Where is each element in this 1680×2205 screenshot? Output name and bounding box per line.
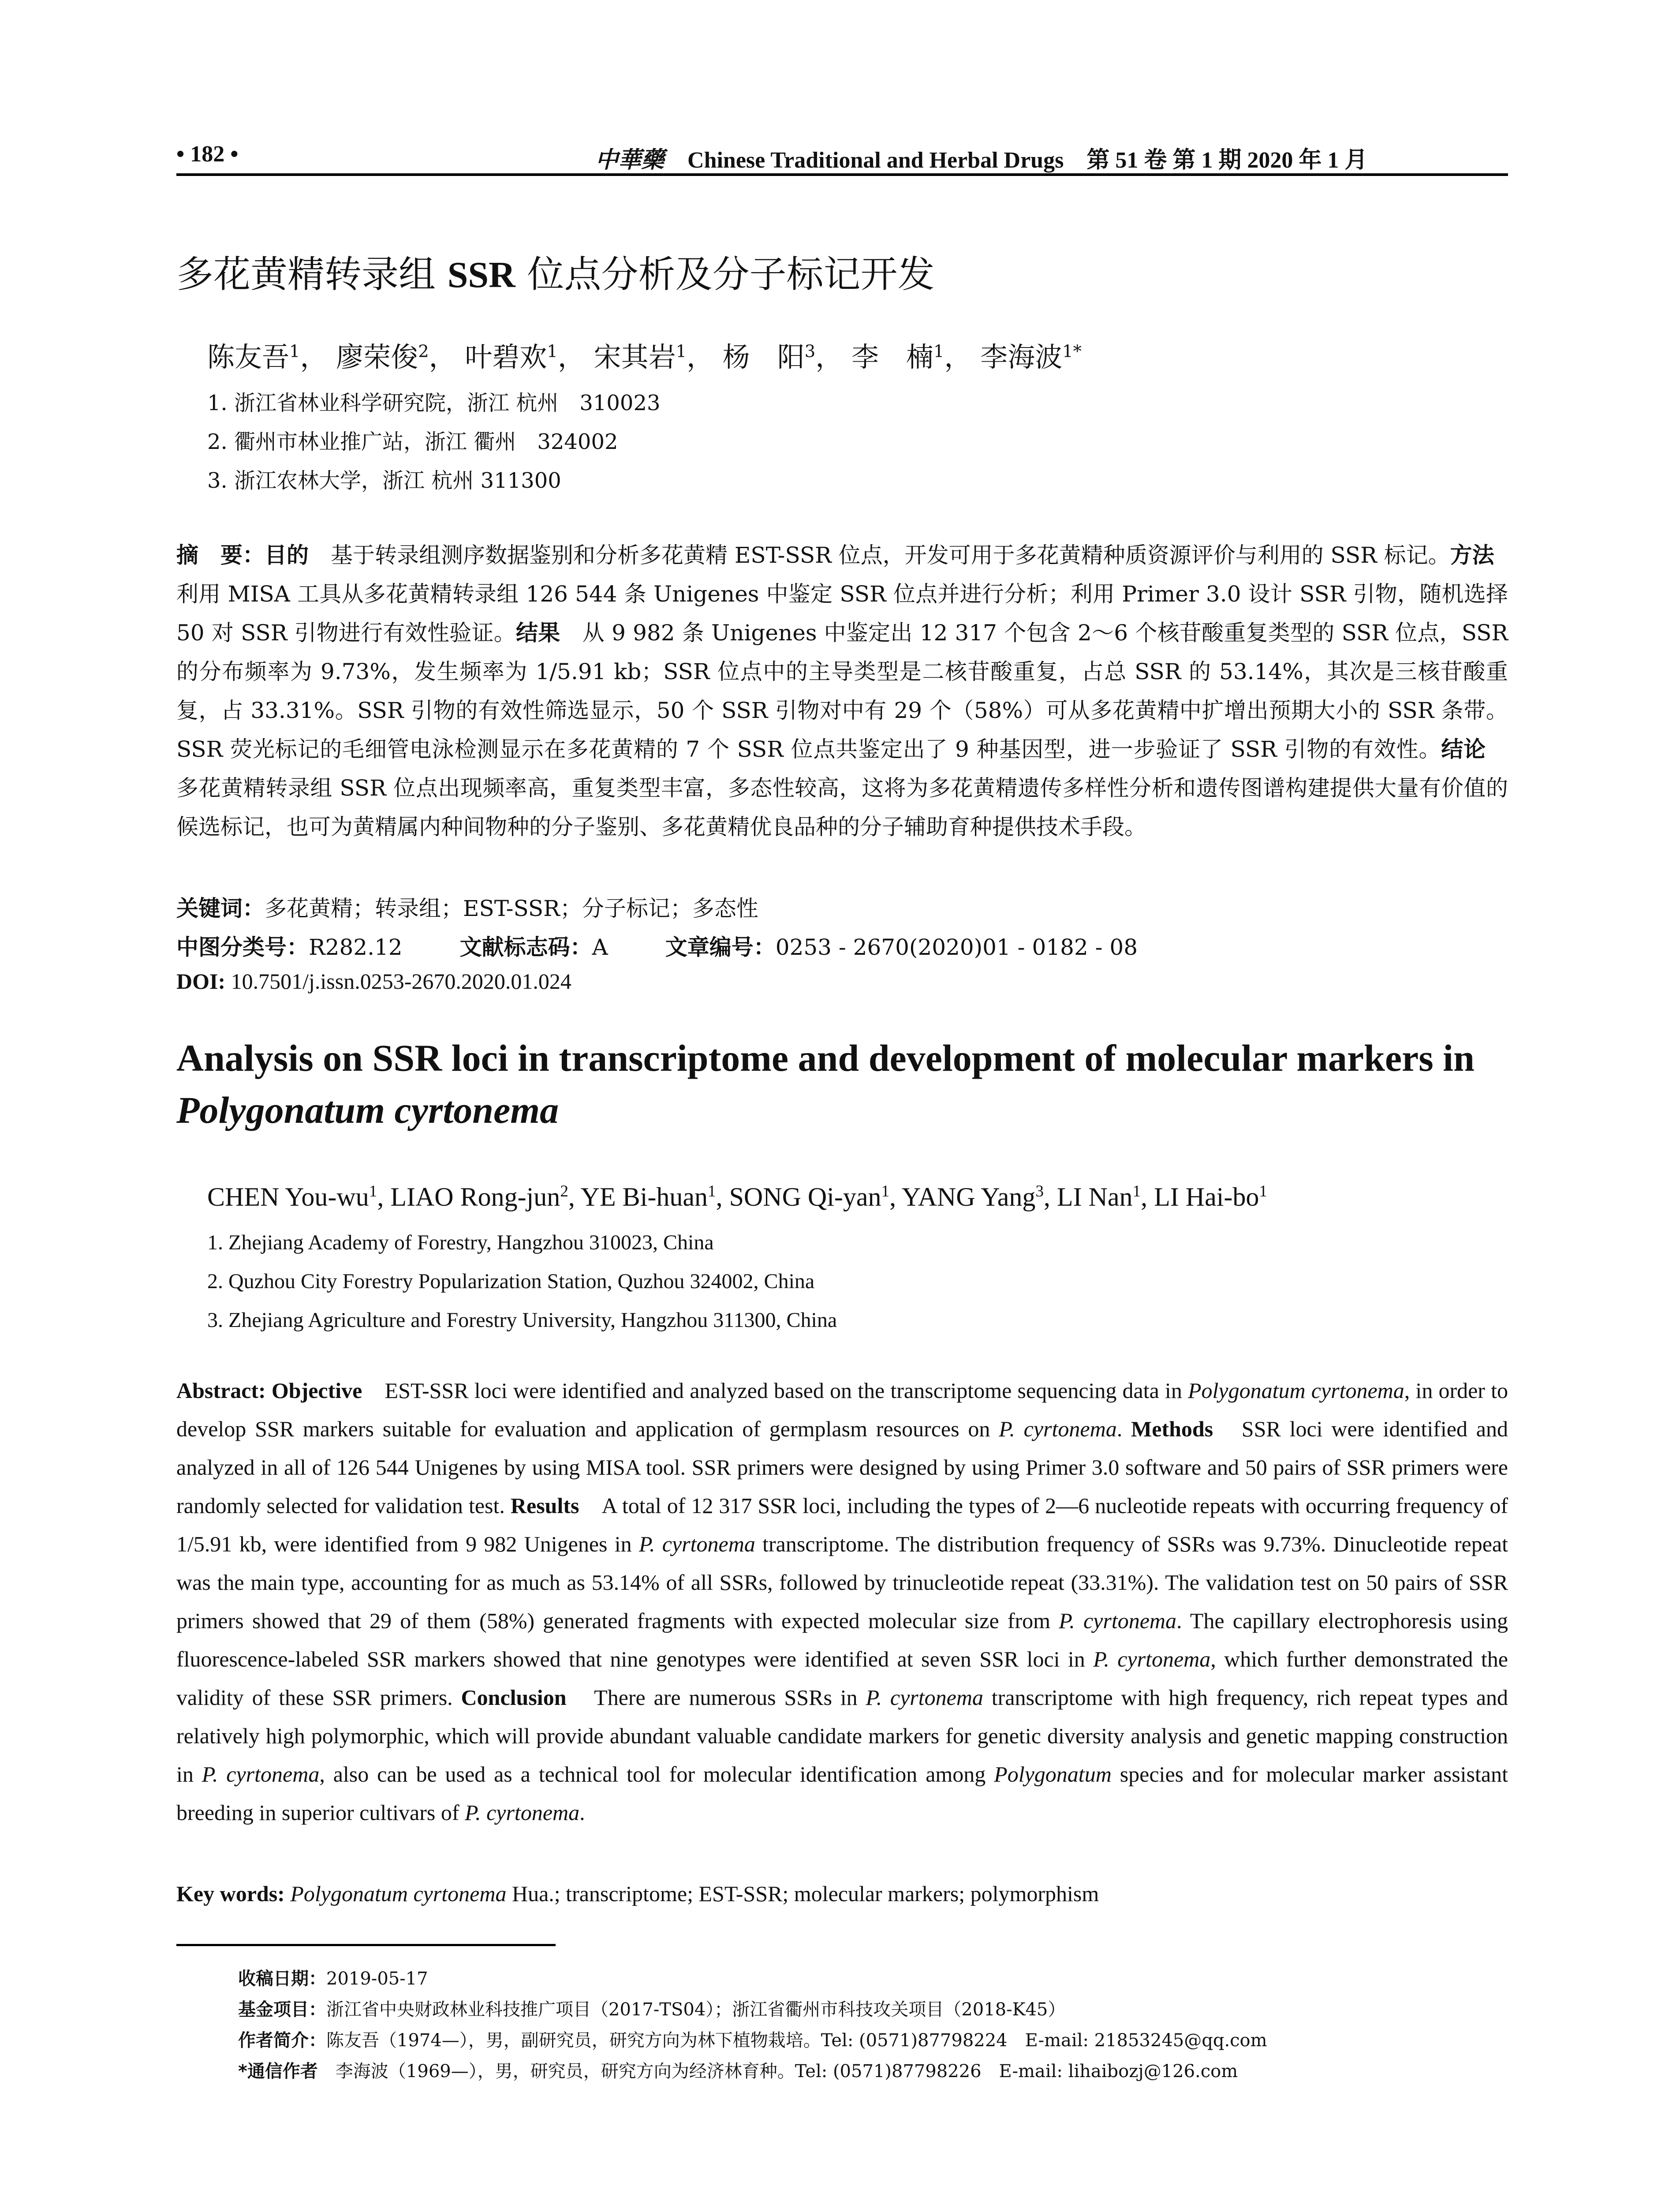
keywords-english <box>176 1881 1099 1906</box>
footnote-rule <box>176 1944 556 1946</box>
affiliation-en-2: 2. Quzhou City Forestry Popularization Station, Quzhou 324002, China <box>207 1270 815 1293</box>
running-header <box>176 141 1508 172</box>
affiliation-en-3: 3. Zhejiang Agriculture and Forestry University, Hangzhou 311300, China <box>207 1308 837 1332</box>
author-cn: 李海波 <box>980 341 1063 373</box>
objective-text-en: . <box>1116 1416 1123 1441</box>
fund-text: 浙江省中央财政林业科技推广项目（2017-TS04）；浙江省衢州市科技攻关项目（2018-K45） <box>326 1999 1066 2020</box>
authors-chinese: 陈友吾$^1$， 廖荣俊$^2$， 叶碧欢$^1$， 宋其岩$^1$， 杨 阳$^3$， 李 楠$^1$， 李海波$^{1*}$ <box>207 341 1082 373</box>
author-sup: 3 <box>1035 1182 1044 1200</box>
title-english <box>176 1032 1508 1136</box>
page-number: • 182 • <box>176 142 239 167</box>
abstract-english <box>176 1372 1508 1832</box>
objective-text-en: EST-SSR loci were identified and analyzed based on the transcriptome sequencing data in <box>362 1378 1188 1403</box>
conclusion-label-en: Conclusion <box>461 1685 567 1710</box>
results-text-en: A total of 12 317 SSR loci, including the types of 2—6 nucleotide repeats with occurring frequency of 1/5.91 kb, were identified from 9 982 Unigenes in <box>176 1493 1508 1556</box>
doc-code-label: 文献标志码： <box>459 934 592 960</box>
journal-title <box>595 141 1367 174</box>
genus-name: Polygonatum <box>994 1762 1112 1786</box>
affiliation-en-1: 1. Zhejiang Academy of Forestry, Hangzhou 310023, China <box>207 1231 714 1254</box>
author-sup: 1 <box>289 341 300 362</box>
species-name: P. cyrtonema <box>866 1685 983 1710</box>
objective-text-en: , in order to develop SSR markers suitable for evaluation and application of germplasm resources on <box>176 1378 1508 1441</box>
title-cn-ssr: SSR <box>447 254 515 295</box>
keywords-en-label: Key words: <box>176 1881 285 1906</box>
keywords-cn-value: 多花黄精；转录组；EST-SSR；分子标记；多态性 <box>265 896 758 921</box>
doc-code-value: A <box>592 934 608 960</box>
author-sup: 1 <box>1259 1182 1267 1200</box>
affiliation-cn-2: 2. 衢州市林业推广站，浙江 衢州 324002 <box>207 430 618 454</box>
author-en: CHEN You-wu <box>207 1182 369 1211</box>
title-chinese <box>176 245 935 298</box>
results-text-en: . The capillary electrophoresis using fluorescence-labeled SSR markers showed that nine genotypes were identified at seven SSR loci in <box>176 1608 1508 1671</box>
title-en-main: Analysis on SSR loci in transcriptome and development of molecular markers in <box>176 1037 1475 1079</box>
author-sup: 1 <box>547 341 558 362</box>
species-name: P. cyrtonema <box>202 1762 320 1786</box>
objective-label-cn: 目的 <box>265 542 309 568</box>
author-sup: 1* <box>1062 341 1082 362</box>
abstract-cn-label: 摘 要： <box>176 542 265 568</box>
author-cn: 陈友吾 <box>207 341 290 373</box>
author-cn: 叶碧欢 <box>465 341 547 373</box>
footnote-received <box>238 1965 428 1990</box>
conclusion-text-en: . <box>579 1800 585 1825</box>
footnote-corresponding <box>238 2057 1238 2082</box>
author-cn: 杨 阳 <box>722 341 805 373</box>
abstract-chinese <box>176 536 1516 846</box>
results-label-cn: 结果 <box>516 620 560 646</box>
author-en: SONG Qi-yan <box>729 1182 881 1211</box>
affiliation-cn-1: 1. 浙江省林业科学研究院，浙江 杭州 310023 <box>207 391 661 415</box>
journal-citation: Chinese Traditional and Herbal Drugs 第 51 卷 第 1 期 2020 年 1 月 <box>687 148 1368 173</box>
conclusion-text-cn: 多花黄精转录组 SSR 位点出现频率高，重复类型丰富，多态性较高，这将为多花黄精遗传多样性分析和遗传图谱构建提供大量有价值的候选标记，也可为黄精属内种间物种的分子鉴别、多花黄精优良品种的分子辅助育种提供技术手段。 <box>176 736 1508 840</box>
author-bio-label: 作者简介： <box>238 2030 326 2051</box>
title-cn-part1: 多花黄精转录组 <box>176 253 448 296</box>
author-sup: 3 <box>804 341 816 362</box>
fund-label: 基金项目： <box>238 1999 326 2020</box>
results-text-en: , which further demonstrated the validity of these SSR primers. <box>176 1647 1508 1710</box>
species-name: P. cyrtonema <box>638 1532 755 1556</box>
author-sup: 1 <box>707 1182 716 1200</box>
conclusion-text-en: species and for molecular marker assistant breeding in superior cultivars of <box>176 1762 1508 1825</box>
authors-english: CHEN You-$wu^1$, LIAO Rong-jun$^2$, YE Bi-huan$^1$, SONG Qi-yan$^1$, YANG Yang$^3$, LI Nan$^1$, LI Hai-$bo^1$ <box>207 1182 1267 1211</box>
doi-line <box>176 968 571 994</box>
author-sup: 1 <box>881 1182 890 1200</box>
conclusion-text-en: There are numerous SSRs in <box>566 1685 866 1710</box>
footnote-author <box>238 2026 1267 2052</box>
conclusion-text-en: transcriptome with high frequency, rich repeat types and relatively high polymorphic, which will provide abundant valuable candidate markers for genetic diversity analysis and genetic mapping construction in <box>176 1685 1508 1786</box>
objective-label-en: Objective <box>271 1378 362 1403</box>
author-en: LI Hai-bo <box>1154 1182 1259 1211</box>
doi-label: DOI: <box>176 969 226 994</box>
author-sup: 1 <box>1132 1182 1141 1200</box>
author-sup: 1 <box>369 1182 377 1200</box>
author-en: LIAO Rong-jun <box>390 1182 560 1211</box>
methods-text-cn: 利用 MISA 工具从多花黄精转录组 126 544 条 Unigenes 中鉴定 SSR 位点并进行分析；利用 Primer 3.0 设计 SSR 引物，随机选择 50 对 SSR 引物进行有效性验证。 <box>176 542 1516 646</box>
received-label: 收稿日期： <box>238 1969 326 1989</box>
author-cn: 廖荣俊 <box>336 341 418 373</box>
article-no-label: 文章编号： <box>665 934 776 960</box>
author-en: LI Nan <box>1057 1182 1133 1211</box>
results-text-en: transcriptome. The distribution frequency of SSRs was 9.73%. Dinucleotide repeat was the main type, accounting for as much as 53.14% of all SSRs, followed by trinucleotide repeat (33.31%). The validation test on 50 pairs of SSR primers showed that 29 of them (58%) generated fragments with expected molecular size from <box>176 1532 1508 1633</box>
author-cn: 宋其岩 <box>594 341 676 373</box>
author-sup: 2 <box>560 1182 568 1200</box>
species-name: P. cyrtonema <box>464 1800 580 1825</box>
clc-label: 中图分类号： <box>176 934 309 960</box>
classification-line <box>176 930 1138 961</box>
title-cn-part2: 位点分析及分子标记开发 <box>515 253 935 296</box>
results-text-cn: 从 9 982 条 Unigenes 中鉴定出 12 317 个包含 2～6 个核苷酸重复类型的 SSR 位点，SSR 的分布频率为 9.73%，发生频率为 1/5.91 kb；SSR 位点中的主导类型是二核苷酸重复，占总 SSR 的 53.14%，其次是三核苷酸重复，占 33.31%。SSR 引物的有效性筛选显示，50 个 SSR 引物对中有 29 个（58%）可从多花黄精中扩增出预期大小的 SSR 条带。SSR 荧光标记的毛细管电泳检测显示在多花黄精的 7 个 SSR 位点共鉴定出了 9 种基因型，进一步验证了 SSR 引物的有效性。 <box>176 620 1508 762</box>
methods-label-cn: 方法 <box>1450 542 1494 568</box>
affiliation-cn-3: 3. 浙江农林大学，浙江 杭州 311300 <box>207 468 561 493</box>
clc-value: R282.12 <box>309 934 403 960</box>
author-sup: 2 <box>418 341 429 362</box>
article-no-value: 0253 - 2670(2020)01 - 0182 - 08 <box>775 934 1138 960</box>
author-sup: 1 <box>933 341 945 362</box>
species-name: Polygonatum cyrtonema <box>1187 1378 1404 1403</box>
author-bio-text: 陈友吾（1974—），男，副研究员，研究方向为林下植物栽培。Tel: (0571)87798224 E-mail: 21853245@qq.com <box>326 2030 1267 2051</box>
abstract-en-label: Abstract: <box>176 1378 266 1403</box>
keywords-en-rest: Hua.; transcriptome; EST-SSR; molecular markers; polymorphism <box>506 1881 1099 1906</box>
keywords-chinese <box>176 891 758 923</box>
species-name: P. cyrtonema <box>999 1416 1117 1441</box>
results-label-en: Results <box>510 1493 579 1518</box>
footnote-fund <box>238 1996 1065 2021</box>
conclusion-label-cn: 结论 <box>1441 736 1486 762</box>
author-cn: 李 楠 <box>851 341 933 373</box>
journal-logo: 中華藥 <box>595 146 665 173</box>
species-name: P. cyrtonema <box>1059 1608 1177 1633</box>
author-en: YANG Yang <box>901 1182 1036 1211</box>
keywords-cn-label: 关键词： <box>176 896 265 921</box>
corresponding-label: *通信作者 <box>238 2061 318 2082</box>
doi-value: 10.7501/j.issn.0253-2670.2020.01.024 <box>225 969 571 994</box>
author-sup: 1 <box>676 341 687 362</box>
conclusion-text-en: , also can be used as a technical tool for molecular identification among <box>319 1762 994 1786</box>
title-en-species: Polygonatum cyrtonema <box>176 1089 559 1131</box>
objective-text-cn: 基于转录组测序数据鉴别和分析多花黄精 EST-SSR 位点，开发可用于多花黄精种质资源评价与利用的 SSR 标记。 <box>309 542 1450 568</box>
received-date: 2019-05-17 <box>326 1969 428 1989</box>
methods-text-en: SSR loci were identified and analyzed in all of 126 544 Unigenes by using MISA tool. SSR primers were designed by using Primer 3.0 software and 50 pairs of SSR primers were randomly selected for validation test. <box>176 1416 1508 1518</box>
header-rule <box>176 173 1508 176</box>
corresponding-text: 李海波（1969—），男，研究员，研究方向为经济林育种。Tel: (0571)87798226 E-mail: lihaibozj@126.com <box>317 2061 1238 2082</box>
species-name: P. cyrtonema <box>1093 1647 1211 1671</box>
keywords-en-species: Polygonatum cyrtonema <box>284 1881 507 1906</box>
methods-label-en: Methods <box>1131 1416 1213 1441</box>
author-en: YE Bi-huan <box>580 1182 708 1211</box>
